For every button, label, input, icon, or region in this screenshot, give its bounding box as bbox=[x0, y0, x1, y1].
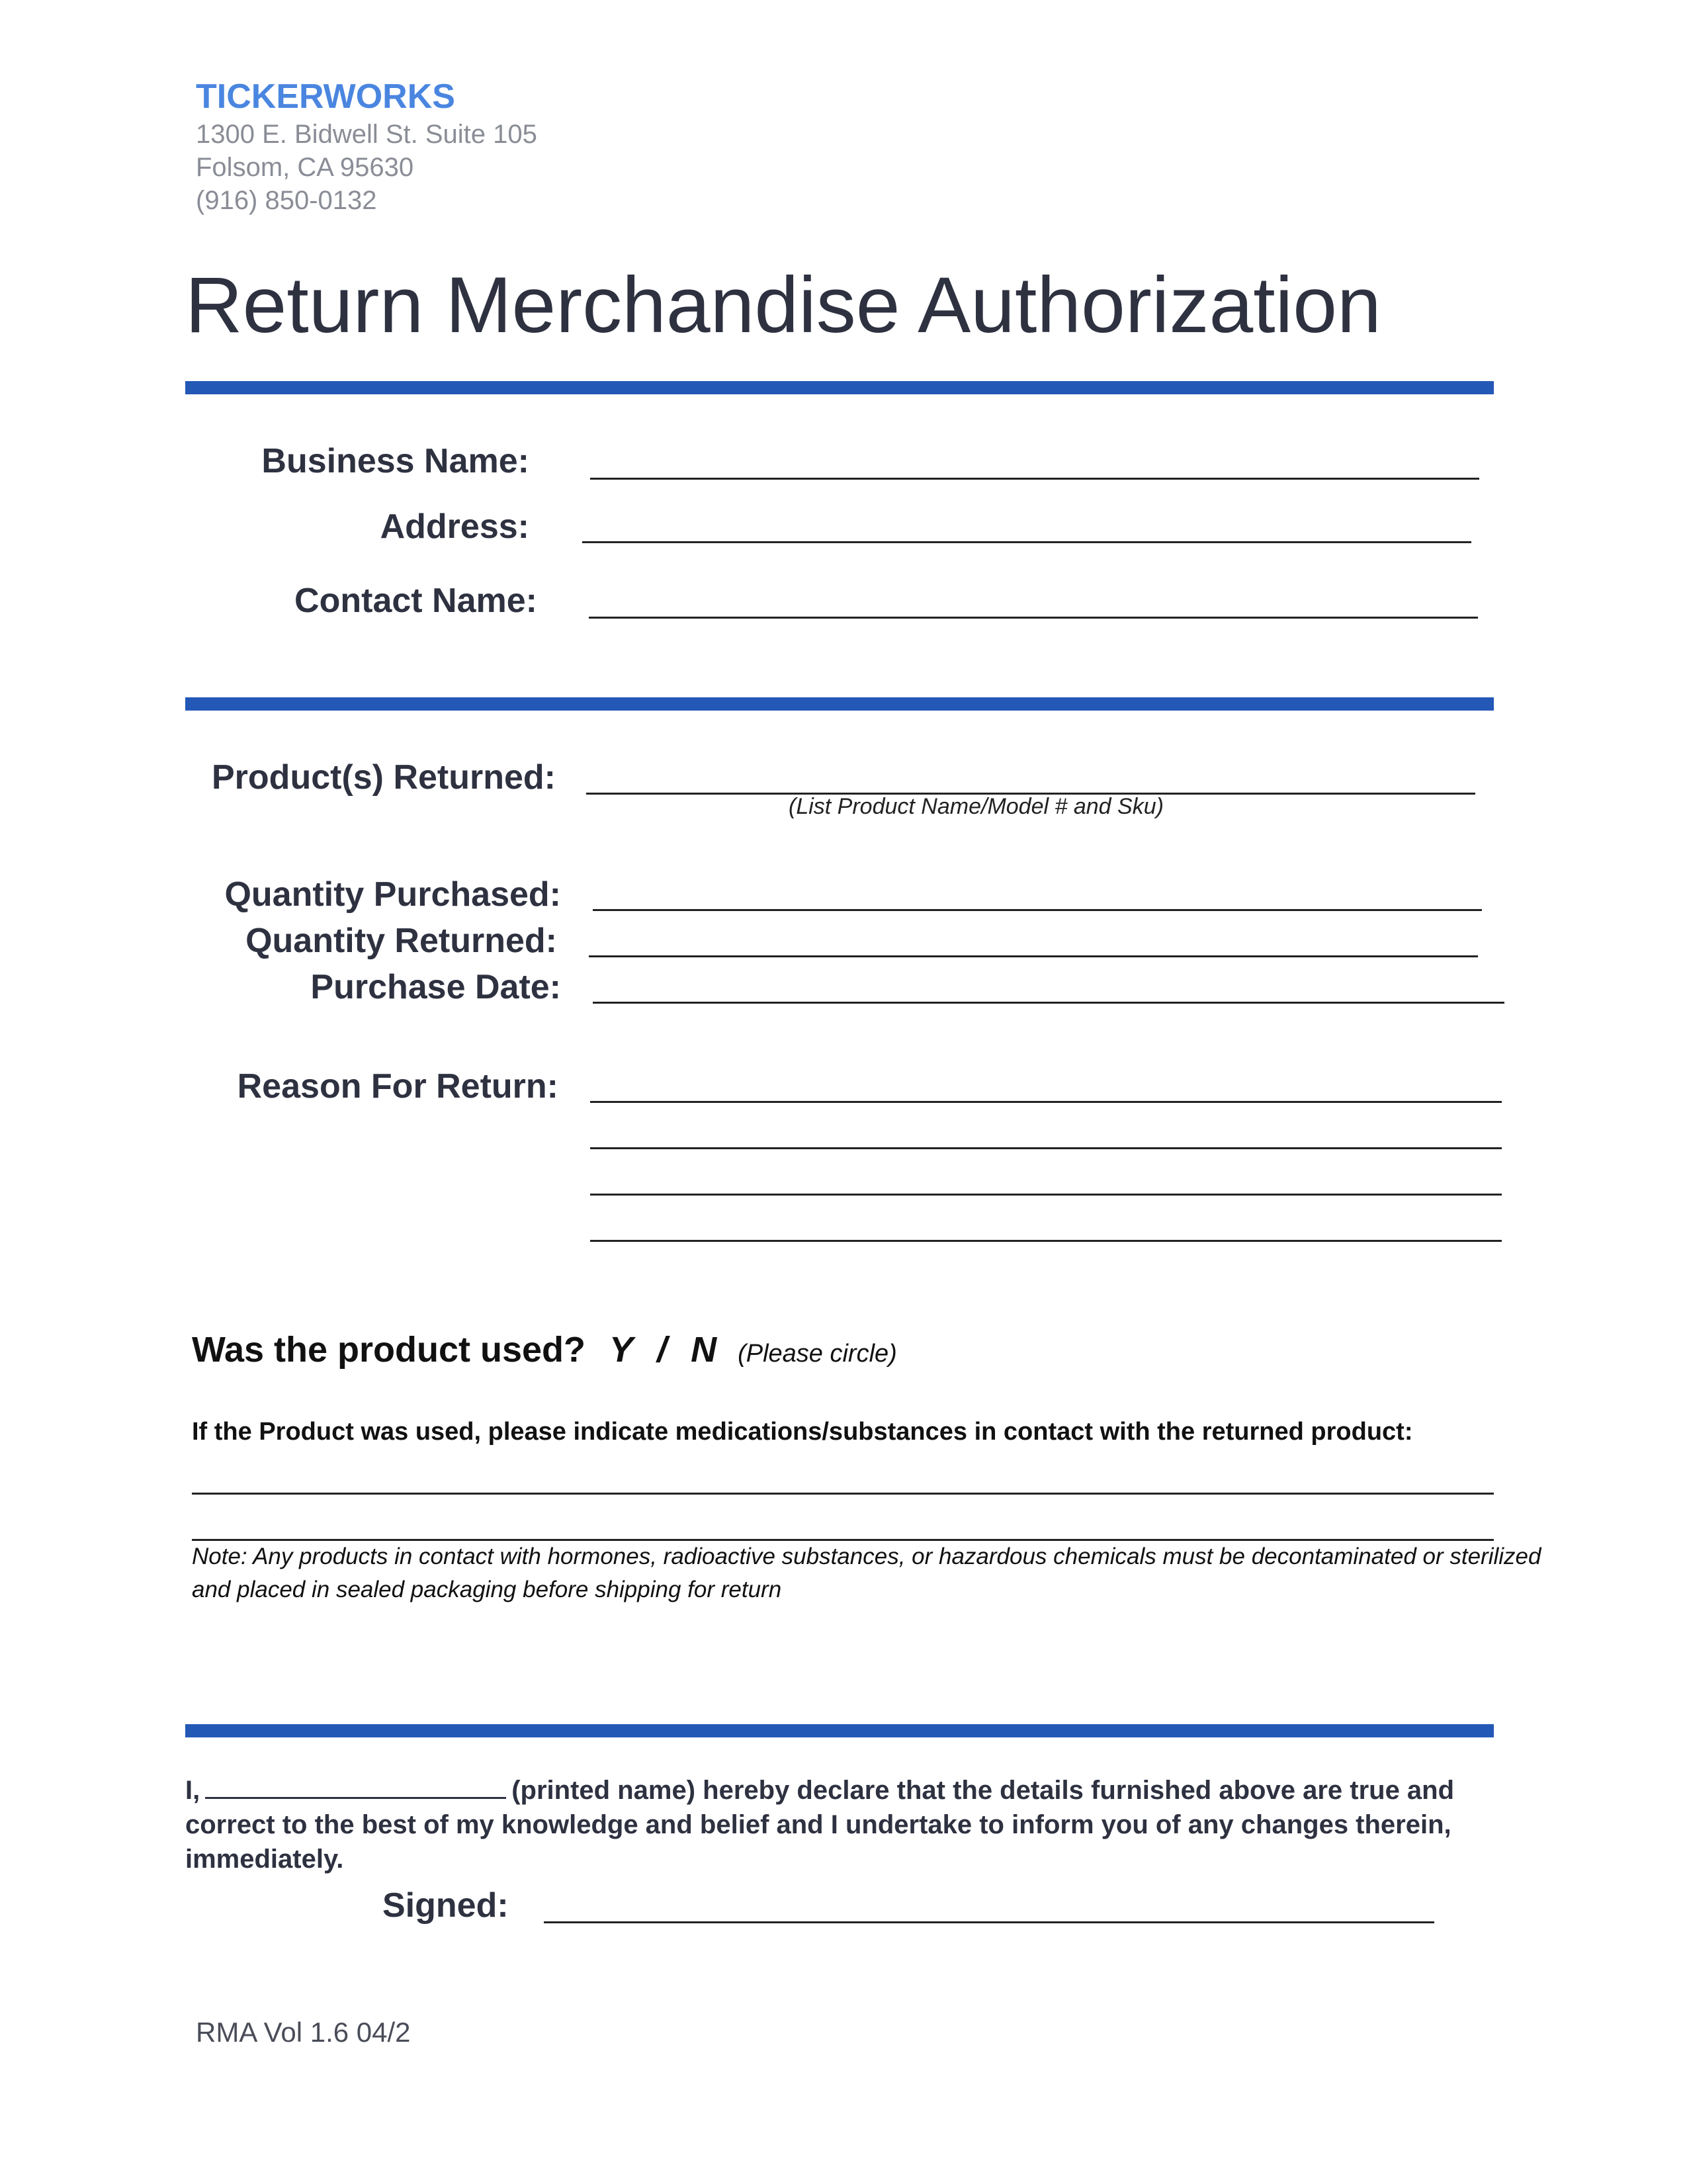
company-name: TICKERWORKS bbox=[196, 77, 455, 116]
declaration-prefix: I, bbox=[185, 1776, 200, 1805]
quantity-returned-label: Quantity Returned: bbox=[245, 922, 557, 960]
printed-name-field[interactable] bbox=[205, 1774, 506, 1799]
section-divider bbox=[185, 697, 1494, 711]
product-used-question bbox=[192, 1327, 897, 1377]
products-returned-label: Product(s) Returned: bbox=[212, 758, 556, 797]
circle-hint: (Please circle) bbox=[738, 1340, 897, 1368]
reason-field-line-3[interactable] bbox=[590, 1194, 1502, 1196]
contact-name-label: Contact Name: bbox=[294, 582, 537, 620]
business-name-label: Business Name: bbox=[261, 442, 529, 480]
declaration-body: (printed name) hereby declare that the details furnished above are true and correct to the best of my knowledge and belief and I undertake to inform you of any changes therein, immediately. bbox=[185, 1776, 1455, 1874]
no-option[interactable]: N bbox=[691, 1330, 717, 1370]
signature-field[interactable] bbox=[544, 1921, 1434, 1923]
company-phone: (916) 850-0132 bbox=[196, 186, 377, 215]
form-version: RMA Vol 1.6 04/2 bbox=[196, 2017, 411, 2048]
purchase-date-label: Purchase Date: bbox=[310, 968, 561, 1006]
quantity-purchased-label: Quantity Purchased: bbox=[224, 875, 561, 914]
quantity-returned-field[interactable] bbox=[589, 955, 1478, 957]
substances-field-line-1[interactable] bbox=[192, 1493, 1494, 1495]
purchase-date-field[interactable] bbox=[593, 1002, 1504, 1004]
section-divider bbox=[185, 1724, 1494, 1737]
company-address-line1: 1300 E. Bidwell St. Suite 105 bbox=[196, 120, 537, 149]
quantity-purchased-field[interactable] bbox=[593, 909, 1482, 911]
reason-field-line-2[interactable] bbox=[590, 1147, 1502, 1149]
reason-label: Reason For Return: bbox=[237, 1067, 558, 1106]
decontamination-note: Note: Any products in contact with hormones, radioactive substances, or hazardous chemicals must be decontaminated or sterilized and placed in sealed packaging before shipping for return bbox=[192, 1544, 1541, 1602]
form-title: Return Merchandise Authorization bbox=[185, 261, 1381, 349]
product-used-label: Was the product used? bbox=[192, 1330, 586, 1370]
option-separator: / bbox=[657, 1330, 668, 1370]
address-field[interactable] bbox=[582, 541, 1471, 543]
yes-option[interactable]: Y bbox=[609, 1330, 634, 1370]
address-label: Address: bbox=[380, 507, 529, 546]
company-address-line2: Folsom, CA 95630 bbox=[196, 153, 414, 182]
contact-name-field[interactable] bbox=[589, 617, 1478, 619]
section-divider bbox=[185, 381, 1494, 394]
business-name-field[interactable] bbox=[590, 478, 1479, 480]
products-hint: (List Product Name/Model # and Sku) bbox=[789, 794, 1164, 819]
if-used-instructions: If the Product was used, please indicate medications/substances in contact with the returned product: bbox=[192, 1418, 1413, 1446]
reason-field-line-1[interactable] bbox=[590, 1101, 1502, 1103]
declaration-text bbox=[185, 1773, 1508, 1876]
reason-field-line-4[interactable] bbox=[590, 1240, 1502, 1242]
signed-label: Signed: bbox=[382, 1886, 509, 1925]
